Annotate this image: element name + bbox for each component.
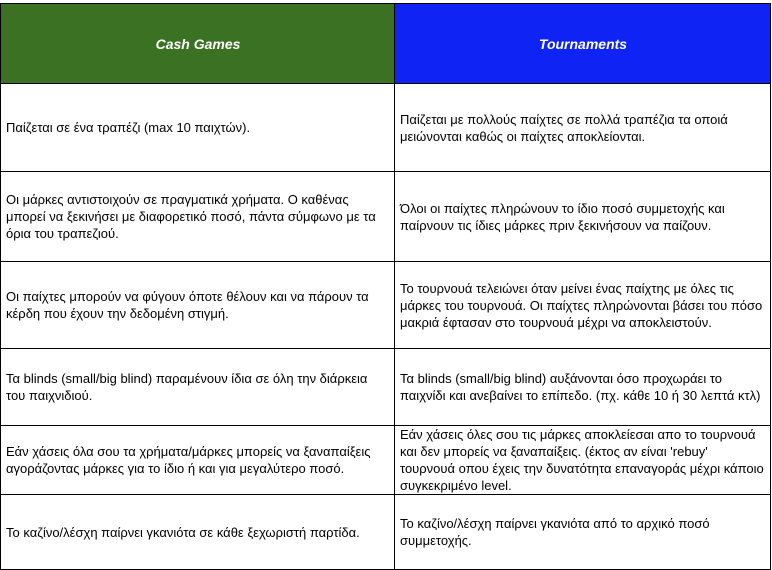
table-row — [1, 426, 771, 495]
table-row — [1, 495, 771, 570]
cash-games-header: Cash Games — [1, 4, 395, 84]
tournaments-cell: Τα blinds (small/big blind) αυξάνονται όσο προχωράει το παιχνίδι και ανεβαίνει το επίπεδο. (πχ. κάθε 10 ή 30 λεπτά κτλ) — [395, 349, 771, 426]
comparison-table — [0, 3, 771, 570]
cash-games-cell: Οι μάρκες αντιστοιχούν σε πραγματικά χρήματα. Ο καθένας μπορεί να ξεκινήσει με διαφορετικό ποσό, πάντα σύμφωνο με τα όρια του τραπεζιού. — [1, 172, 395, 262]
cash-games-cell: Παίζεται σε ένα τραπέζι (max 10 παιχτών). — [1, 84, 395, 172]
tournaments-cell: Εάν χάσεις όλες σου τις μάρκες αποκλείεσαι απο το τουρνουά και δεν μπορείς να ξαναπαίξεις. (έκτος αν είναι 'rebuy' τουρνουά οπου έχεις την δυνατότητα επαναγοράς μέχρι κάποιο συγκεκριμένο level. — [395, 426, 771, 495]
cash-games-cell: Οι παίχτες μπορούν να φύγουν όποτε θέλουν και να πάρουν τα κέρδη που έχουν την δεδομένη στιγμή. — [1, 262, 395, 349]
tournaments-cell: Το τουρνουά τελειώνει όταν μείνει ένας παίχτης με όλες τις μάρκες του τουρνουά. Οι παίχτες πληρώνονται βάσει του πόσο μακριά έφτασαν στο τουρνουά μέχρι να αποκλειστούν. — [395, 262, 771, 349]
tournaments-cell: Όλοι οι παίχτες πληρώνουν το ίδιο ποσό συμμετοχής και παίρνουν τις ίδιες μάρκες πριν ξεκινήσουν να παίζουν. — [395, 172, 771, 262]
table-row — [1, 262, 771, 349]
cash-games-cell: Το καζίνο/λέσχη παίρνει γκανιότα σε κάθε ξεχωριστή παρτίδα. — [1, 495, 395, 570]
tournaments-cell: Παίζεται με πολλούς παίχτες σε πολλά τραπέζια τα οποιά μειώνονται καθώς οι παίχτες αποκλείονται. — [395, 84, 771, 172]
tournaments-cell: Το καζίνο/λέσχη παίρνει γκανιότα από το αρχικό ποσό συμμετοχής. — [395, 495, 771, 570]
tournaments-header: Tournaments — [395, 4, 771, 84]
cash-games-cell: Τα blinds (small/big blind) παραμένουν ίδια σε όλη την διάρκεια του παιχνιδιού. — [1, 349, 395, 426]
table-row — [1, 349, 771, 426]
header-row — [1, 4, 771, 84]
cash-games-cell: Εάν χάσεις όλα σου τα χρήματα/μάρκες μπορείς να ξαναπαίξεις αγοράζοντας μάρκες για το ίδιο ή και για μεγαλύτερο ποσό. — [1, 426, 395, 495]
table-row — [1, 84, 771, 172]
table-row — [1, 172, 771, 262]
